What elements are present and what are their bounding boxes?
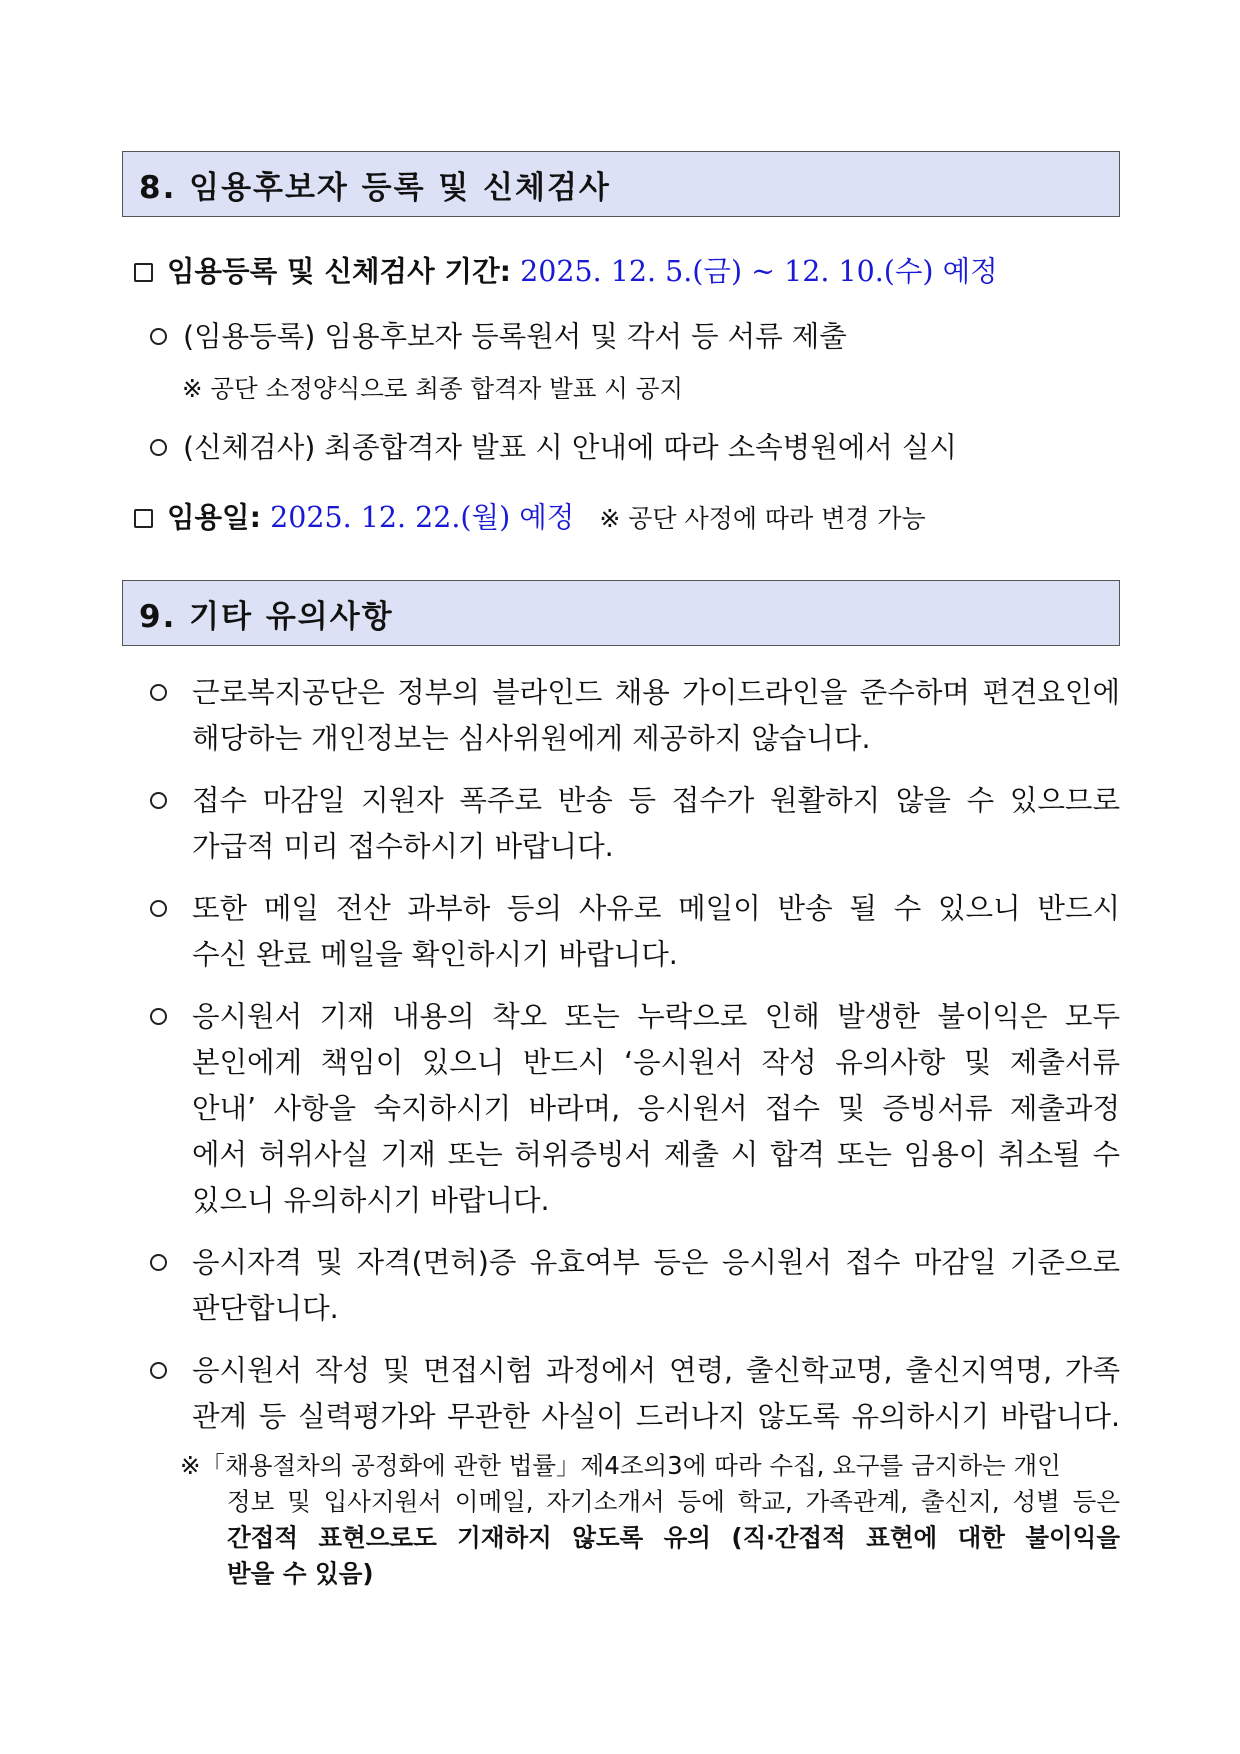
registration-line bbox=[150, 317, 847, 357]
law-note-emphasis: 간접적 표현으로도 기재하지 않도록 유의 (직‧간접적 표현에 대한 불이익을 bbox=[227, 1523, 1120, 1552]
period-label: 임용등록 및 신체검사 기간: bbox=[167, 255, 512, 288]
circle-bullet-icon bbox=[150, 889, 183, 929]
circle-bullet-icon bbox=[150, 1243, 183, 1283]
section-9-title: 9. 기타 유의사항 bbox=[139, 598, 394, 635]
circle-bullet-icon bbox=[150, 1351, 183, 1391]
circle-bullet-icon bbox=[150, 328, 167, 345]
appointment-label: 임용일: bbox=[167, 501, 261, 534]
appointment-period-line bbox=[134, 252, 998, 292]
notice-line: 또한 메일 전산 과부하 등의 사유로 메일이 반송 될 수 있으니 반드시 bbox=[192, 892, 1120, 925]
notice-line: 응시자격 및 자격(면허)증 유효여부 등은 응시원서 접수 마감일 기준으로 bbox=[192, 1246, 1120, 1279]
registration-note: ※ 공단 소정양식으로 최종 합격자 발표 시 공지 bbox=[182, 374, 684, 403]
notice-line: 안내’ 사항을 숙지하시기 바라며, 응시원서 접수 및 증빙서류 제출과정 bbox=[192, 1092, 1120, 1125]
notice-line: 응시원서 기재 내용의 착오 또는 누락으로 인해 발생한 불이익은 모두 bbox=[192, 1000, 1120, 1033]
registration-text: (임용등록) 임용후보자 등록원서 및 각서 등 서류 제출 bbox=[183, 320, 847, 353]
circle-bullet-icon bbox=[150, 439, 167, 456]
notice-line: 있으니 유의하시기 바랍니다. bbox=[192, 1184, 550, 1217]
period-value: 2025. 12. 5.(금) ~ 12. 10.(수) 예정 bbox=[520, 255, 998, 288]
notice-line: 가급적 미리 접수하시기 바랍니다. bbox=[192, 830, 614, 863]
law-note-emphasis: 받을 수 있음) bbox=[227, 1559, 374, 1588]
section-8-title: 8. 임용후보자 등록 및 신체검사 bbox=[139, 169, 611, 206]
notice-line: 접수 마감일 지원자 폭주로 반송 등 접수가 원활하지 않을 수 있으므로 bbox=[192, 784, 1120, 817]
notice-line: 해당하는 개인정보는 심사위원에게 제공하지 않습니다. bbox=[192, 722, 871, 755]
section-8-header bbox=[122, 151, 1120, 217]
physical-exam-text: (신체검사) 최종합격자 발표 시 안내에 따라 소속병원에서 실시 bbox=[183, 431, 957, 464]
notice-line: 에서 허위사실 기재 또는 허위증빙서 제출 시 합격 또는 임용이 취소될 수 bbox=[192, 1138, 1120, 1171]
notice-line: 응시원서 작성 및 면접시험 과정에서 연령, 출신학교명, 출신지역명, 가족 bbox=[192, 1354, 1120, 1387]
notice-line: 본인에게 책임이 있으니 반드시 ‘응시원서 작성 유의사항 및 제출서류 bbox=[192, 1046, 1120, 1079]
law-note-line: ※「채용절차의 공정화에 관한 법률」제4조의3에 따라 수집, 요구를 금지하는 개인 bbox=[180, 1451, 1061, 1480]
circle-bullet-icon bbox=[150, 673, 183, 713]
law-note-line: 정보 및 입사지원서 이메일, 자기소개서 등에 학교, 가족관계, 출신지, 성별 등은 bbox=[227, 1487, 1120, 1516]
appointment-note: ※ 공단 사정에 따라 변경 가능 bbox=[599, 504, 926, 533]
circle-bullet-icon bbox=[150, 997, 183, 1037]
notice-line: 근로복지공단은 정부의 블라인드 채용 가이드라인을 준수하며 편견요인에 bbox=[192, 676, 1120, 709]
notice-line: 수신 완료 메일을 확인하시기 바랍니다. bbox=[192, 938, 678, 971]
square-bullet-icon bbox=[134, 263, 153, 282]
appointment-value: 2025. 12. 22.(월) 예정 bbox=[270, 501, 575, 534]
notice-line: 관계 등 실력평가와 무관한 사실이 드러나지 않도록 유의하시기 바랍니다. bbox=[192, 1400, 1120, 1433]
appointment-date-line bbox=[134, 498, 926, 539]
section-9-header bbox=[122, 580, 1120, 646]
circle-bullet-icon bbox=[150, 781, 183, 821]
notice-line: 판단합니다. bbox=[192, 1292, 339, 1325]
physical-exam-line bbox=[150, 428, 957, 468]
square-bullet-icon bbox=[134, 509, 153, 528]
